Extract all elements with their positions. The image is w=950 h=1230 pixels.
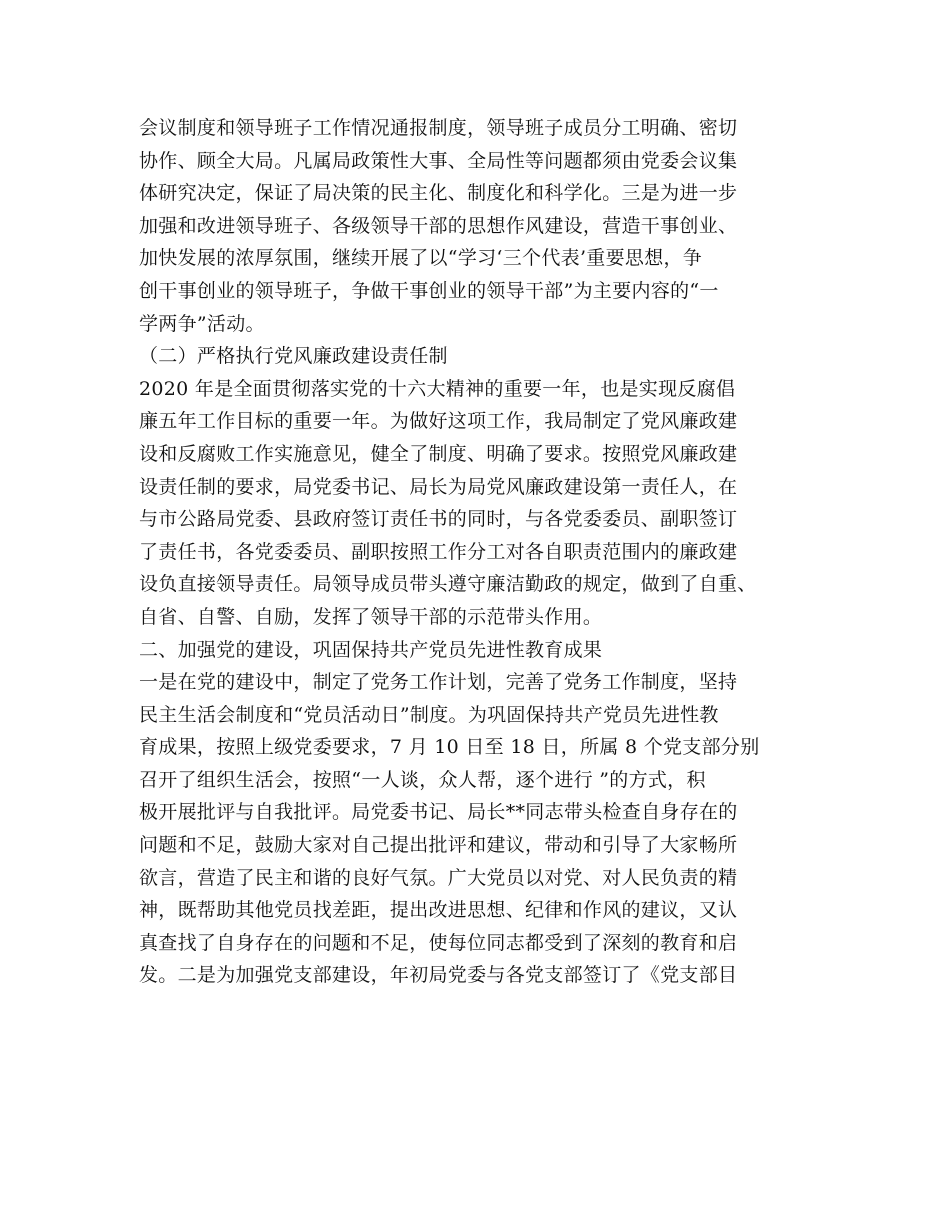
document-page [139,112,819,992]
text-line-13: 与市公路局党委、县政府签订责任书的同时，与各党委委员、副职签订 [139,508,738,531]
text-line-16: 自省、自警、自励，发挥了领导干部的示范带头作用。 [139,605,603,628]
section-heading-2: （二）严格执行党风廉政建设责任制 [139,345,448,368]
text-line-2: 协作、顾全大局。凡属局政策性大事、全局性等问题都须由党委会议集 [139,149,738,172]
text-line-22: 极开展批评与自我批评。局党委书记、局长**同志带头检查自身存在的 [139,801,738,824]
text-line-9: 2020 年是全面贯彻落实党的十六大精神的重要一年，也是实现反腐倡 [139,377,736,400]
text-line-24: 欲言，营造了民主和谐的良好气氛。广大党员以对党、对人民负责的精 [139,866,738,889]
text-line-3: 体研究决定，保证了局决策的民主化、制度化和科学化。三是为进一步 [139,182,738,205]
section-heading-main-2: 二、加强党的建设，巩固保持共产党员先进性教育成果 [139,638,603,661]
text-line-7: 学两争”活动。 [139,312,265,335]
text-line-4: 加强和改进领导班子、各级领导干部的思想作风建设，营造干事创业、 [139,214,738,237]
text-line-27: 发。二是为加强党支部建设，年初局党委与各党支部签订了《党支部目 [139,964,738,987]
text-line-5: 加快发展的浓厚氛围，继续开展了以“学习‘三个代表’重要思想，争 [139,247,703,270]
text-line-18: 一是在党的建设中，制定了党务工作计划，完善了党务工作制度，坚持 [139,671,738,694]
text-line-20: 育成果，按照上级党委要求，7 月 10 日至 18 日，所属 8 个党支部分别 [139,736,760,759]
text-line-1: 会议制度和领导班子工作情况通报制度，领导班子成员分工明确、密切 [139,117,738,139]
text-line-19: 民主生活会制度和“党员活动日”制度。为巩固保持共产党员先进性教 [139,703,719,726]
text-line-14: 了责任书，各党委委员、副职按照工作分工对各自职责范围内的廉政建 [139,540,738,563]
text-line-11: 设和反腐败工作实施意见，健全了制度、明确了要求。按照党风廉政建 [139,442,738,465]
text-line-21: 召开了组织生活会，按照“一人谈，众人帮，逐个进行 ”的方式，积 [139,768,706,791]
text-line-26: 真查找了自身存在的问题和不足，使每位同志都受到了深刻的教育和启 [139,931,738,954]
text-line-10: 廉五年工作目标的重要一年。为做好这项工作，我局制定了党风廉政建 [139,410,738,433]
text-line-6: 创干事创业的领导班子，争做干事创业的领导干部”为主要内容的“一 [139,279,719,302]
text-line-25: 神，既帮助其他党员找差距，提出改进思想、纪律和作风的建议，又认 [139,899,738,922]
text-line-23: 问题和不足，鼓励大家对自己提出批评和建议，带动和引导了大家畅所 [139,834,738,857]
text-line-15: 设负直接领导责任。局领导成员带头遵守廉洁勤政的规定，做到了自重、 [139,573,757,596]
text-line-12: 设责任制的要求，局党委书记、局长为局党风廉政建设第一责任人，在 [139,475,738,498]
